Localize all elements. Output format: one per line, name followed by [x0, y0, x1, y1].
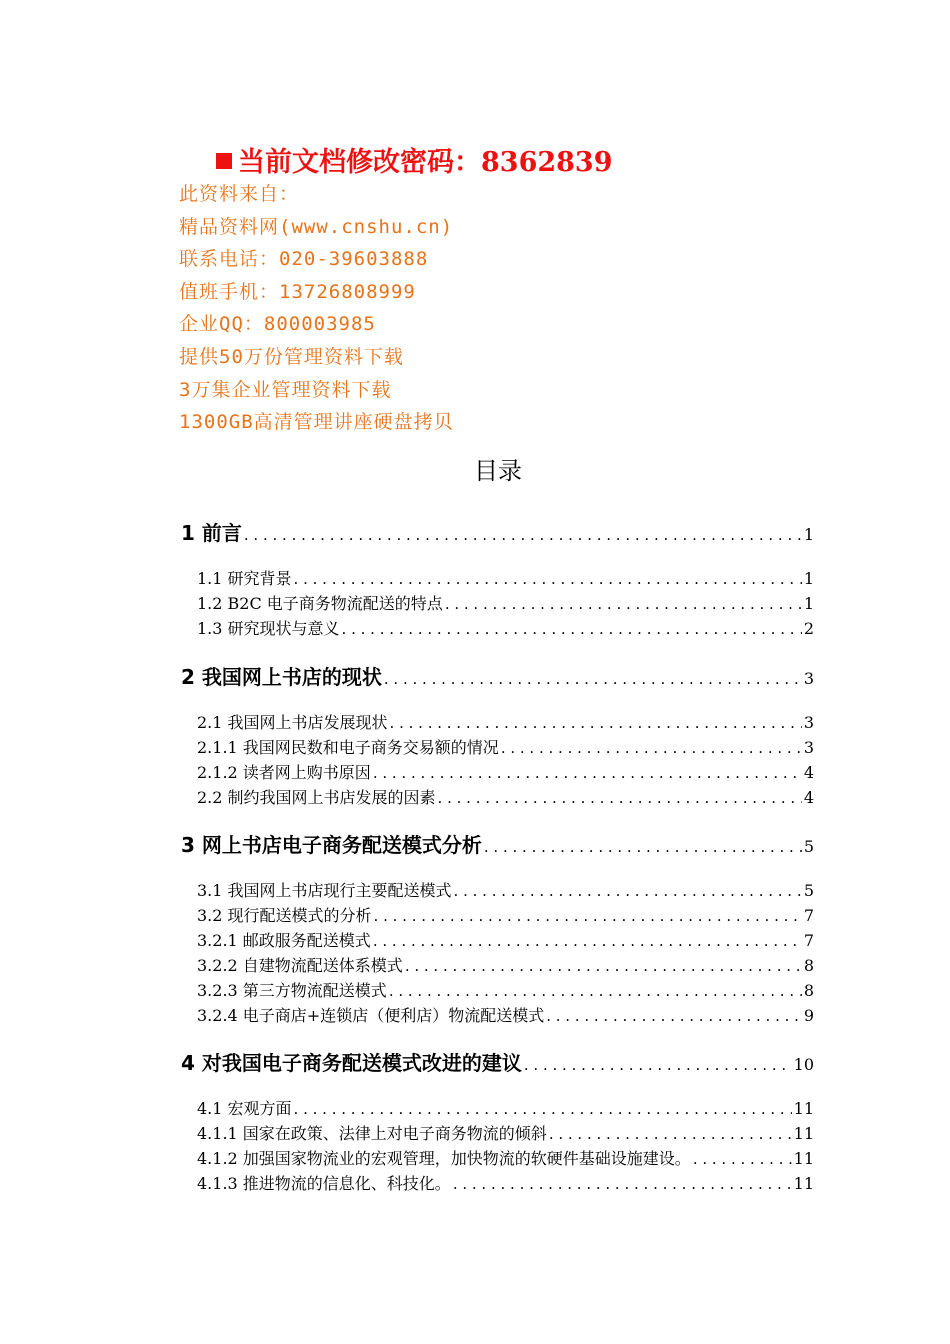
- toc-leader: [342, 620, 802, 638]
- password-notice: [216, 143, 613, 183]
- toc-leader: [373, 932, 802, 950]
- toc-entry[interactable]: [181, 903, 814, 926]
- toc-page-number: 5: [803, 837, 814, 856]
- toc-entry[interactable]: [181, 710, 814, 733]
- toc-leader: [389, 982, 802, 1000]
- toc-leader: [524, 1056, 792, 1074]
- toc-entry[interactable]: [181, 1171, 814, 1194]
- toc-leader: [390, 714, 802, 732]
- toc-page-number: 3: [803, 738, 814, 757]
- toc-leader: [405, 957, 802, 975]
- toc-entry[interactable]: [181, 1003, 814, 1026]
- toc-leader: [384, 670, 802, 688]
- toc-page-number: 4: [803, 788, 814, 807]
- source-line: 提供50万份管理资料下载: [179, 345, 404, 368]
- toc-title: 目录: [474, 457, 522, 485]
- toc-entry-text: 1.1 研究背景: [197, 569, 292, 588]
- toc-leader: [294, 1100, 792, 1118]
- toc-leader: [546, 1007, 802, 1025]
- toc-page-number: 8: [803, 956, 814, 975]
- toc-entry-text: 4.1.3 推进物流的信息化、科技化。: [197, 1174, 451, 1193]
- toc-entry-text: 1.3 研究现状与意义: [197, 619, 340, 638]
- toc-entry-text: 4 对我国电子商务配送模式改进的建议: [181, 1051, 522, 1075]
- toc-page-number: 1: [803, 594, 814, 613]
- toc-entry[interactable]: [181, 591, 814, 614]
- toc-entry-text: 4.1.2 加强国家物流业的宏观管理，加快物流的软硬件基础设施建设。: [197, 1149, 691, 1168]
- toc-page-number: 8: [803, 981, 814, 1000]
- toc-entry-text: 3.2.3 第三方物流配送模式: [197, 981, 387, 1000]
- toc-entry[interactable]: [181, 785, 814, 808]
- toc-page-number: 11: [793, 1124, 814, 1143]
- toc-page-number: 9: [803, 1006, 814, 1025]
- toc-page-number: 2: [803, 619, 814, 638]
- toc-leader: [244, 526, 802, 544]
- toc-leader: [294, 570, 802, 588]
- toc-entry[interactable]: [181, 616, 814, 639]
- toc-page-number: 10: [793, 1055, 814, 1074]
- toc-entry-text: 3.2 现行配送模式的分析: [197, 906, 372, 925]
- toc-entry[interactable]: [181, 1146, 814, 1169]
- password-text: 当前文档修改密码：8362839: [238, 147, 613, 178]
- toc-page-number: 7: [803, 931, 814, 950]
- source-line: 此资料来自：: [179, 183, 300, 205]
- toc-leader: [374, 907, 802, 925]
- toc-entry[interactable]: [181, 878, 814, 901]
- source-line: 企业QQ：800003985: [179, 313, 376, 336]
- toc-entry-text: 2 我国网上书店的现状: [181, 665, 382, 689]
- toc-entry-text: 4.1.1 国家在政策、法律上对电子商务物流的倾斜: [197, 1124, 547, 1143]
- toc-entry[interactable]: [181, 928, 814, 951]
- toc-entry[interactable]: [181, 1096, 814, 1119]
- toc-entry-text: 4.1 宏观方面: [197, 1099, 292, 1118]
- toc-page-number: 3: [803, 669, 814, 688]
- toc-entry[interactable]: [181, 829, 814, 858]
- toc-page-number: 11: [793, 1149, 814, 1168]
- red-square-icon: [216, 153, 232, 169]
- toc-page-number: 11: [793, 1174, 814, 1193]
- toc-entry-text: 2.1 我国网上书店发展现状: [197, 713, 388, 732]
- toc-entry-text: 1.2 B2C 电子商务物流配送的特点: [197, 594, 443, 613]
- toc-leader: [549, 1125, 792, 1143]
- toc-leader: [445, 595, 802, 613]
- toc-entry[interactable]: [181, 1047, 814, 1076]
- source-line: 精品资料网(www.cnshu.cn): [179, 215, 454, 238]
- toc-entry[interactable]: [181, 953, 814, 976]
- toc-entry[interactable]: [181, 517, 814, 546]
- source-line: 联系电话：020-39603888: [179, 248, 429, 271]
- toc-page-number: 3: [803, 713, 814, 732]
- toc-leader: [693, 1150, 792, 1168]
- toc-entry-text: 3.2.2 自建物流配送体系模式: [197, 956, 403, 975]
- source-line: 值班手机：13726808999: [179, 280, 416, 303]
- toc-entry[interactable]: [181, 566, 814, 589]
- toc-entry[interactable]: [181, 661, 814, 690]
- toc-leader: [373, 764, 802, 782]
- toc-page-number: 1: [803, 525, 814, 544]
- toc-leader: [501, 739, 802, 757]
- toc-page-number: 5: [803, 881, 814, 900]
- toc-entry[interactable]: [181, 735, 814, 758]
- toc-leader: [453, 1175, 792, 1193]
- toc-entry-text: 3.2.1 邮政服务配送模式: [197, 931, 371, 950]
- toc-entry-text: 3 网上书店电子商务配送模式分析: [181, 833, 482, 857]
- toc-leader: [438, 789, 802, 807]
- toc-entry[interactable]: [181, 978, 814, 1001]
- toc-entry-text: 3.1 我国网上书店现行主要配送模式: [197, 881, 452, 900]
- toc-entry-text: 2.2 制约我国网上书店发展的因素: [197, 788, 436, 807]
- toc-entry-text: 2.1.2 读者网上购书原因: [197, 763, 371, 782]
- source-info: [179, 178, 454, 439]
- toc-entry-text: 3.2.4 电子商店+连锁店（便利店）物流配送模式: [197, 1006, 545, 1025]
- toc-page-number: 11: [793, 1099, 814, 1118]
- source-line: 3万集企业管理资料下载: [179, 378, 392, 401]
- source-line: 1300GB高清管理讲座硬盘拷贝: [179, 411, 454, 434]
- toc-entry[interactable]: [181, 1121, 814, 1144]
- toc-leader: [484, 838, 802, 856]
- toc-entry-text: 2.1.1 我国网民数和电子商务交易额的情况: [197, 738, 499, 757]
- toc-entry-text: 1 前言: [181, 521, 242, 545]
- toc-page-number: 1: [803, 569, 814, 588]
- toc-page-number: 4: [803, 763, 814, 782]
- toc-entry[interactable]: [181, 760, 814, 783]
- toc-page-number: 7: [803, 906, 814, 925]
- toc-leader: [454, 882, 802, 900]
